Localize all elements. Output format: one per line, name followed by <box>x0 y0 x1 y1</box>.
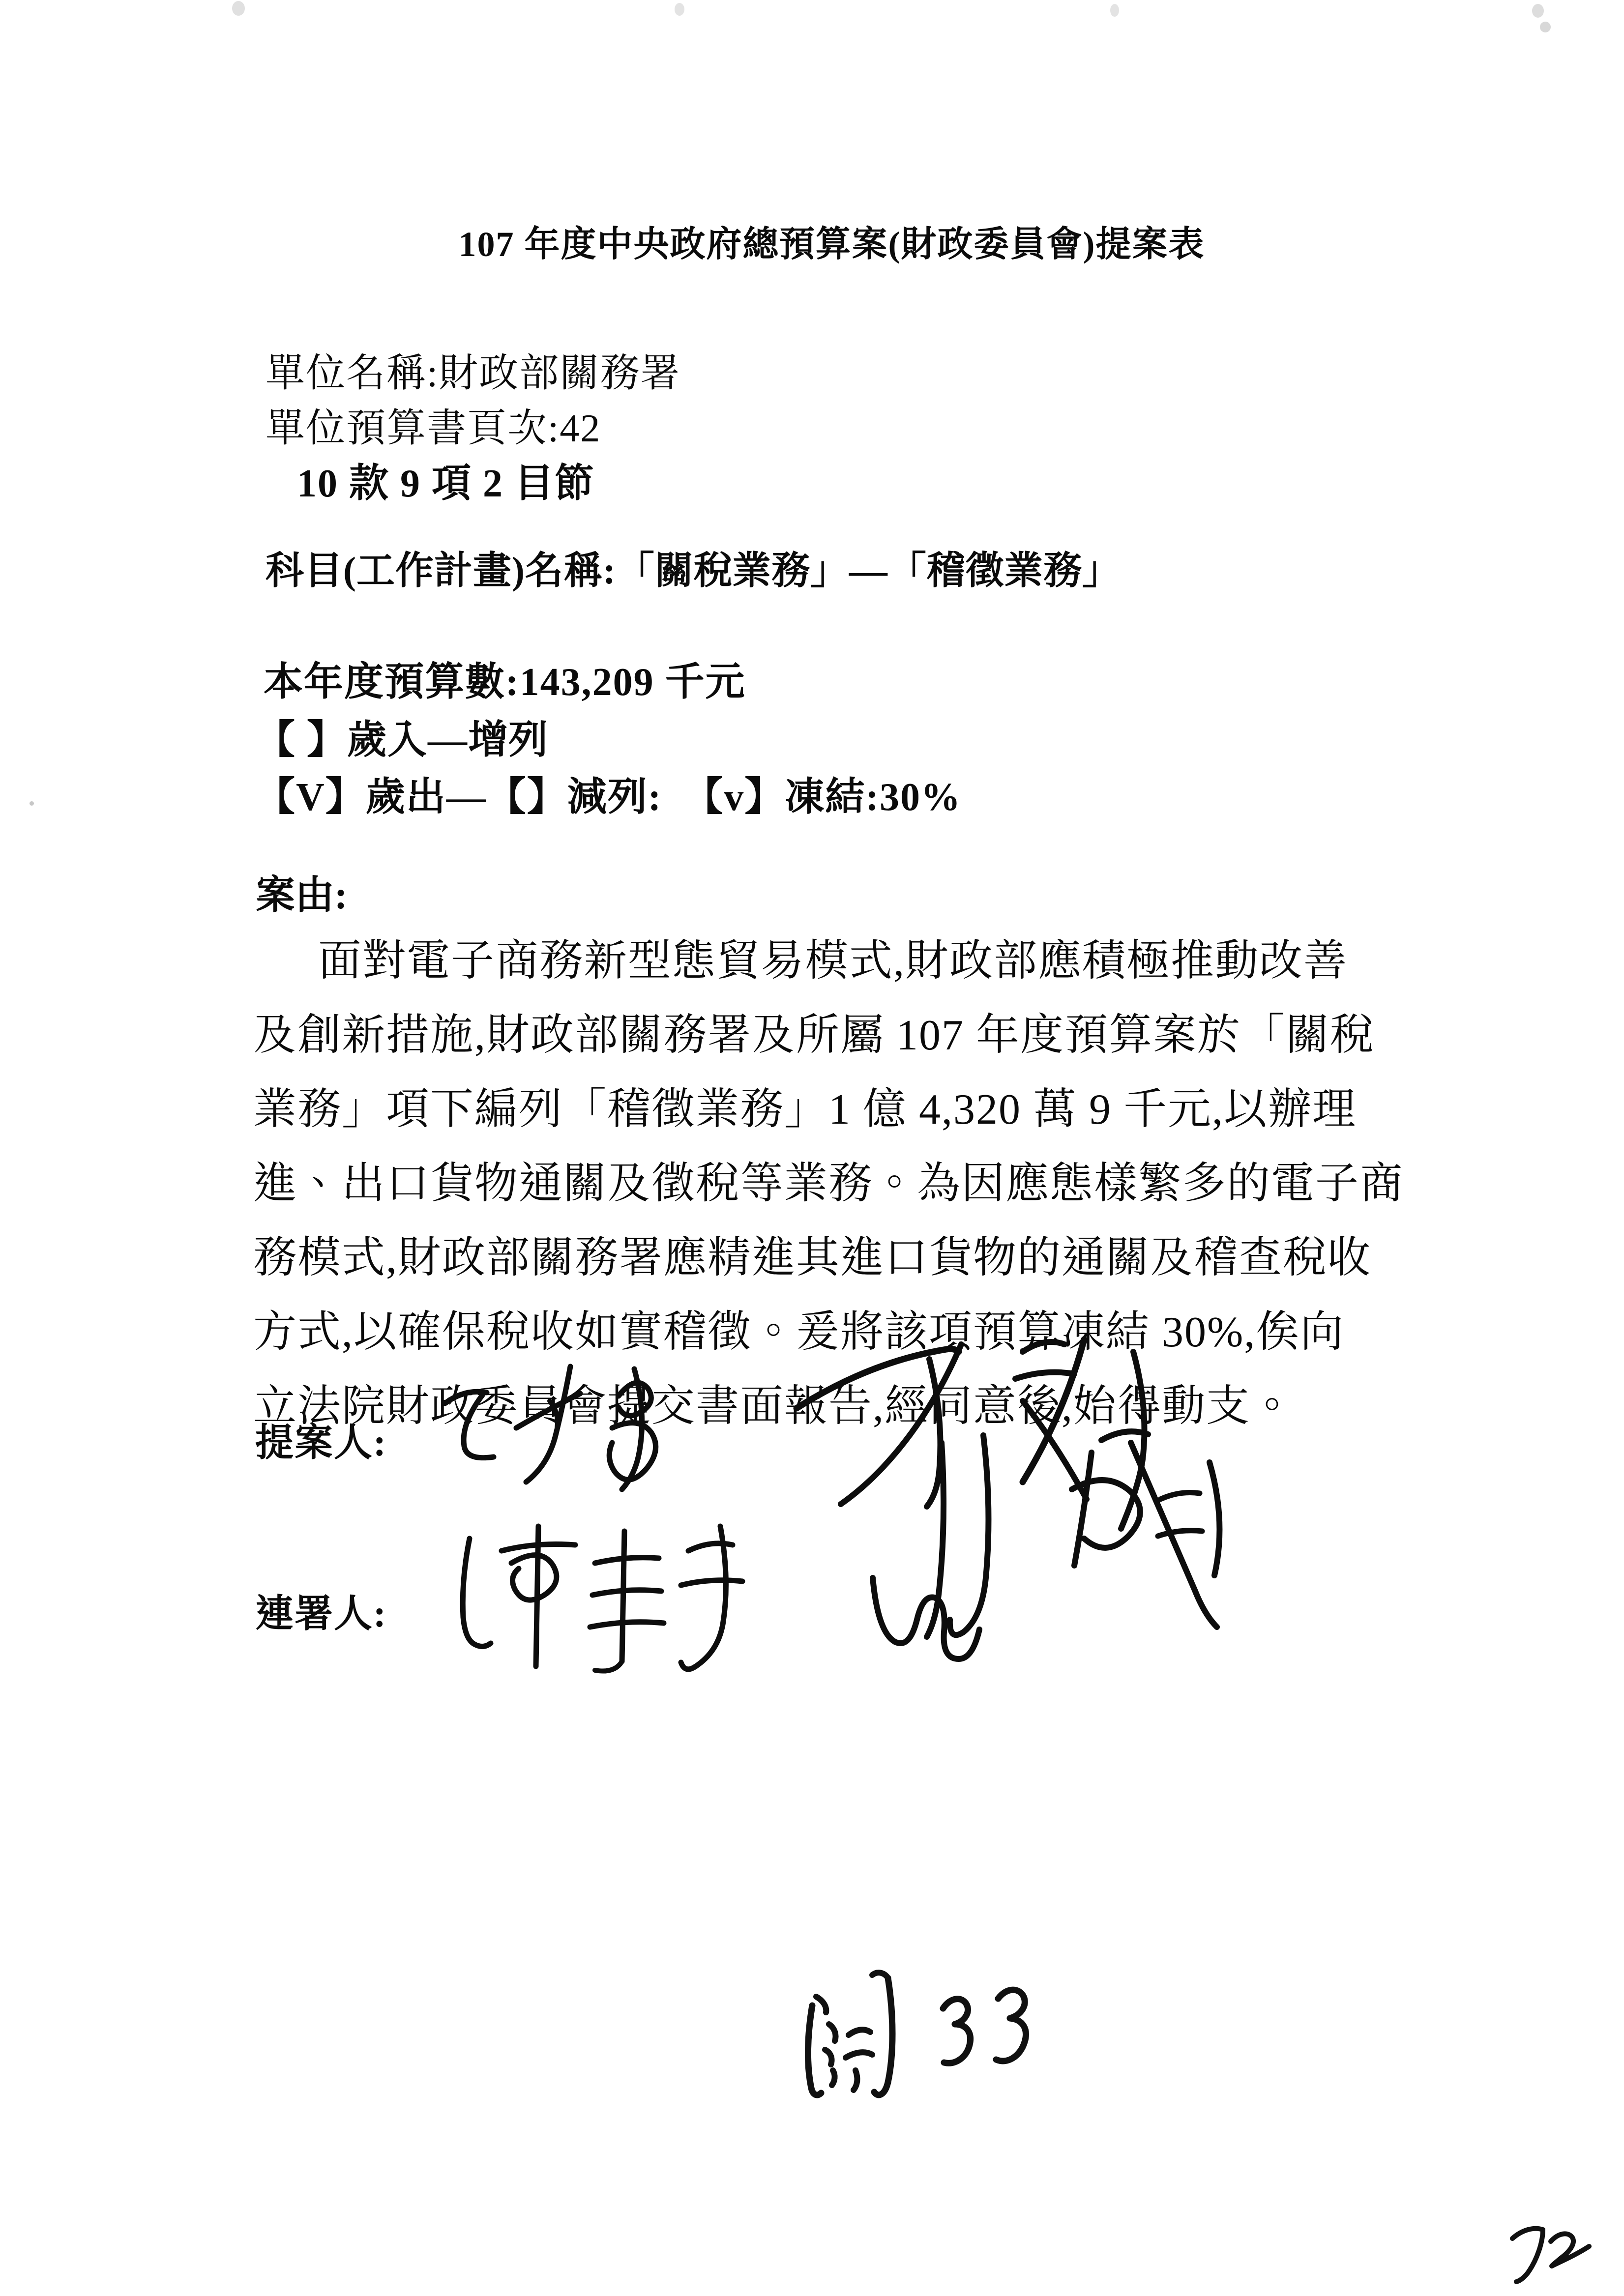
stamp-number-drawing <box>924 1976 1042 2104</box>
case-line: 進、出口貨物通關及徵稅等業務。為因應態樣繁多的電子商 <box>253 1160 1404 1208</box>
budget-section-line: 10 款 9 項 2 目節 <box>297 462 595 505</box>
scan-artifact <box>30 801 34 806</box>
document-title: 107 年度中央政府總預算案(財政委員會)提案表 <box>458 225 1205 264</box>
case-line: 面對電子商務新型態貿易模式,財政部應積極推動改善 <box>318 937 1348 985</box>
scan-artifact <box>1110 4 1119 17</box>
proposer-label: 提案人: <box>255 1421 387 1464</box>
handwritten-stamp <box>782 1961 790 2005</box>
case-line: 方式,以確保稅收如實稽徵。爰將該項預算凍結 30%,俟向 <box>253 1308 1345 1356</box>
expenditure-option-line: 【V】歲出—【】減列: 【v】凍結:30% <box>256 776 962 819</box>
revenue-option-line: 【 】歲入—增列 <box>256 719 549 762</box>
case-line: 務模式,財政部關務署應精進其進口貨物的通關及稽查稅收 <box>253 1234 1372 1282</box>
stamp-gate-character-drawing <box>782 1961 929 2109</box>
subject-line: 科目(工作計畫)名稱:「關稅業務」—「稽徵業務」 <box>266 549 1121 592</box>
scan-artifact <box>675 3 684 16</box>
cosigner-signature-1 <box>433 1504 777 1691</box>
budget-book-page-line: 單位預算書頁次:42 <box>266 407 601 450</box>
unit-name-line: 單位名稱:財政部關務署 <box>266 352 681 395</box>
cosigner-signature-2 <box>816 1416 1288 1701</box>
case-line: 業務」項下編列「稽徵業務」1 億 4,320 萬 9 千元,以辦理 <box>253 1086 1357 1133</box>
scan-artifact <box>232 1 245 16</box>
proposer-signature-1 <box>423 1349 757 1511</box>
scan-artifact <box>1540 22 1551 32</box>
case-reason-label: 案由: <box>256 874 348 917</box>
case-line: 立法院財政委員會提交書面報告,經同意後,始得動支。 <box>253 1383 1295 1430</box>
case-line: 及創新措施,財政部關務署及所屬 107 年度預算案於「關稅 <box>253 1012 1375 1059</box>
cosigner-label: 連署人: <box>255 1592 387 1635</box>
corner-number-drawing <box>1498 2210 1596 2289</box>
budget-amount-line: 本年度預算數:143,209 千元 <box>264 661 746 704</box>
scan-artifact <box>1532 4 1544 18</box>
handwritten-page-number <box>1490 2192 1596 2296</box>
